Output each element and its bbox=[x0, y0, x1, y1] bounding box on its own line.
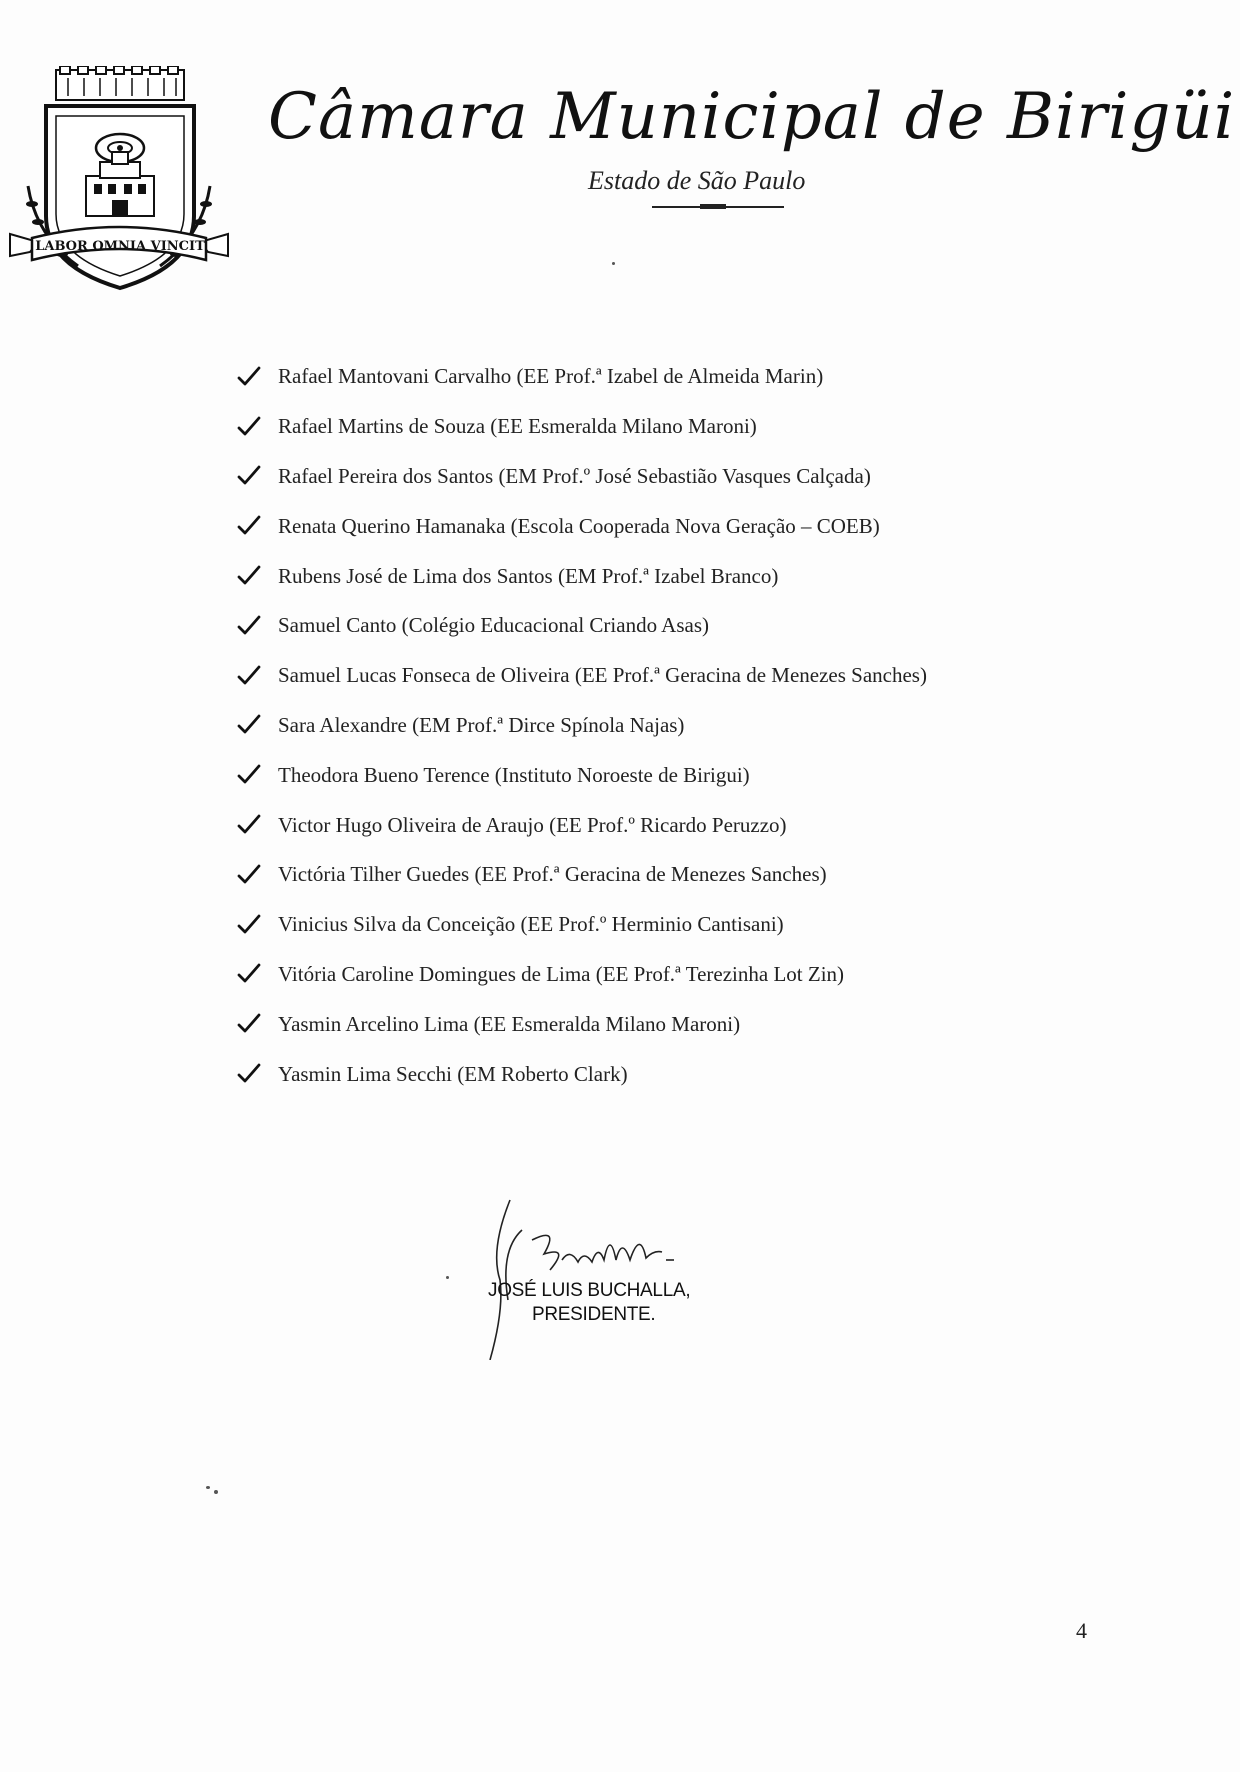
checkmark-icon bbox=[236, 1061, 262, 1087]
header-title: Câmara Municipal de Birigüi bbox=[268, 80, 1236, 154]
list-item-text: Samuel Canto (Colégio Educacional Criando Asas) bbox=[278, 613, 709, 638]
list-item bbox=[236, 551, 996, 601]
list-item bbox=[236, 701, 996, 751]
checkmark-icon bbox=[236, 862, 262, 888]
list-item-text: Victor Hugo Oliveira de Araujo (EE Prof.º Ricardo Peruzzo) bbox=[278, 812, 787, 837]
header-divider-ornament bbox=[700, 204, 726, 209]
list-item-text: Yasmin Arcelino Lima (EE Esmeralda Milano Maroni) bbox=[278, 1011, 741, 1036]
scan-speck bbox=[612, 262, 615, 265]
participant-list bbox=[236, 352, 996, 1099]
scan-speck bbox=[446, 1276, 449, 1279]
checkmark-icon bbox=[236, 961, 262, 987]
list-item-text: Rafael Martins de Souza (EE Esmeralda Milano Maroni) bbox=[278, 414, 757, 439]
list-item bbox=[236, 501, 996, 551]
page-number: 4 bbox=[1076, 1618, 1087, 1643]
svg-text:LABOR OMNIA VINCIT: LABOR OMNIA VINCIT bbox=[35, 239, 205, 254]
signer-title: PRESIDENTE. bbox=[532, 1304, 656, 1325]
list-item-text: Rubens José de Lima dos Santos (EM Prof.ª Izabel Branco) bbox=[278, 563, 779, 588]
list-item bbox=[236, 900, 996, 950]
checkmark-icon bbox=[236, 364, 262, 390]
checkmark-icon bbox=[236, 563, 262, 589]
signer-name: JOSÉ LUIS BUCHALLA, bbox=[488, 1280, 691, 1301]
checkmark-icon bbox=[236, 463, 262, 489]
list-item bbox=[236, 352, 996, 402]
list-item-text: Theodora Bueno Terence (Instituto Noroeste de Birigui) bbox=[278, 762, 750, 787]
checkmark-icon bbox=[236, 613, 262, 639]
list-item-text: Victória Tilher Guedes (EE Prof.ª Geracina de Menezes Sanches) bbox=[278, 862, 827, 887]
list-item-text: Rafael Mantovani Carvalho (EE Prof.ª Izabel de Almeida Marin) bbox=[278, 364, 824, 389]
checkmark-icon bbox=[236, 513, 262, 539]
list-item bbox=[236, 601, 996, 651]
list-item bbox=[236, 651, 996, 701]
list-item-text: Rafael Pereira dos Santos (EM Prof.º José Sebastião Vasques Calçada) bbox=[278, 463, 871, 488]
list-item-text: Sara Alexandre (EM Prof.ª Dirce Spínola Najas) bbox=[278, 712, 685, 737]
list-item-text: Samuel Lucas Fonseca de Oliveira (EE Prof.ª Geracina de Menezes Sanches) bbox=[278, 663, 927, 688]
municipal-coat-of-arms-icon bbox=[8, 66, 230, 306]
list-item bbox=[236, 850, 996, 900]
list-item bbox=[236, 402, 996, 452]
list-item bbox=[236, 452, 996, 502]
list-item bbox=[236, 950, 996, 1000]
list-item bbox=[236, 800, 996, 850]
list-item-text: Vitória Caroline Domingues de Lima (EE Prof.ª Terezinha Lot Zin) bbox=[278, 961, 845, 986]
list-item-text: Vinicius Silva da Conceição (EE Prof.º Herminio Cantisani) bbox=[278, 912, 784, 937]
checkmark-icon bbox=[236, 414, 262, 440]
checkmark-icon bbox=[236, 663, 262, 689]
checkmark-icon bbox=[236, 1011, 262, 1037]
scan-speck bbox=[206, 1486, 210, 1489]
list-item-text: Renata Querino Hamanaka (Escola Cooperada Nova Geração – COEB) bbox=[278, 513, 880, 538]
checkmark-icon bbox=[236, 912, 262, 938]
checkmark-icon bbox=[236, 812, 262, 838]
header-subtitle: Estado de São Paulo bbox=[588, 166, 806, 195]
signature-scribble bbox=[470, 1190, 730, 1360]
list-item bbox=[236, 999, 996, 1049]
checkmark-icon bbox=[236, 712, 262, 738]
list-item bbox=[236, 750, 996, 800]
scan-speck bbox=[214, 1490, 218, 1494]
list-item-text: Yasmin Lima Secchi (EM Roberto Clark) bbox=[278, 1061, 628, 1086]
checkmark-icon bbox=[236, 762, 262, 788]
list-item bbox=[236, 1049, 996, 1099]
